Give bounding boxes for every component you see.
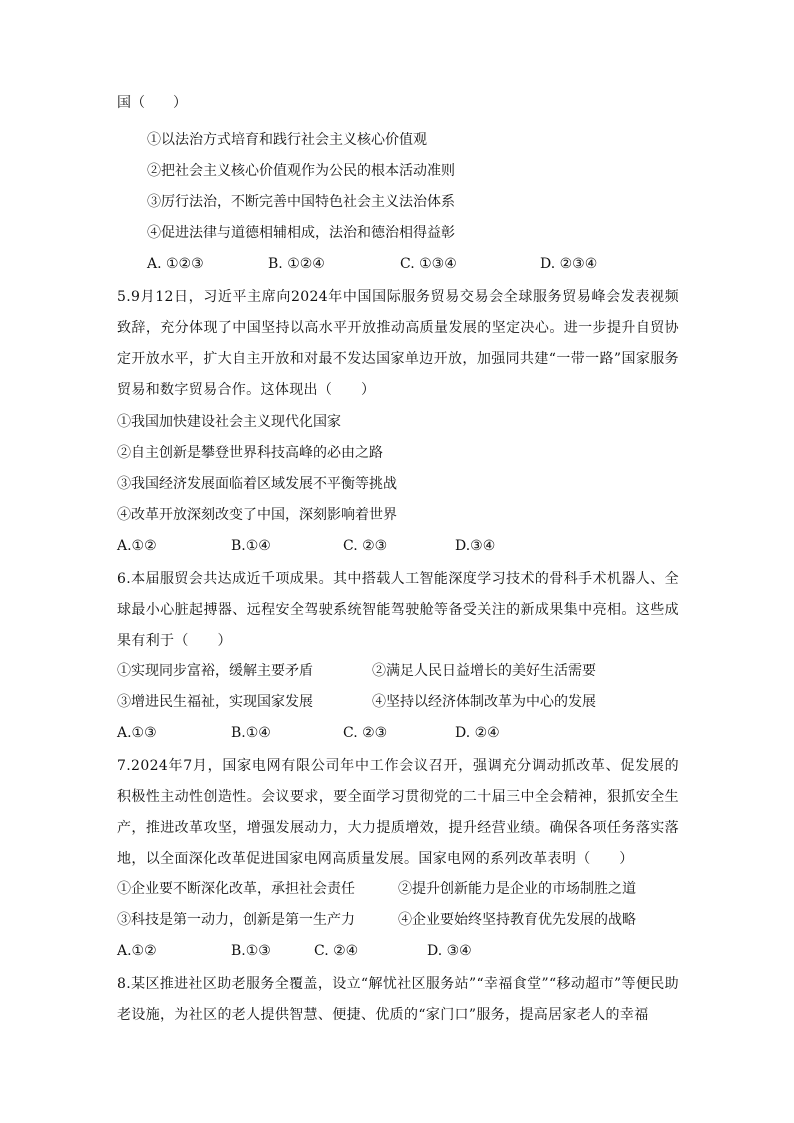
q7-item-1: ①企业要不断深化改革，承担社会责任 [117, 881, 355, 897]
q4-item-1: ①以法治方式培育和践行社会主义核心价值观 [147, 132, 427, 148]
q4-option-c: C. ①③④ [400, 256, 457, 272]
q5-item-1: ①我国加快建设社会主义现代化国家 [117, 414, 341, 430]
q6-options [0, 723, 794, 743]
q7-option-b: B.①③ [231, 943, 271, 959]
q5-item-2: ②自主创新是攀登世界科技高峰的必由之路 [117, 445, 383, 461]
q4-options [0, 254, 794, 274]
q7-option-c: C. ②④ [314, 943, 359, 959]
q4-option-b: B. ①②④ [268, 256, 325, 272]
q6-item-3: ③增进民生福祉，实现国家发展 [117, 694, 313, 710]
q5-options [0, 536, 794, 556]
q6-option-d: D. ②④ [455, 725, 500, 741]
q5-option-b: B.①④ [231, 538, 271, 554]
q6-item-2: ②满足人民日益增长的美好生活需要 [372, 663, 596, 679]
q6-item-4: ④坚持以经济体制改革为中心的发展 [372, 694, 596, 710]
q4-stem-tail: 国（ ） [117, 95, 187, 111]
q6-stem: 6.本届服贸会共达成近千项成果。其中搭载人工智能深度学习技术的骨科手术机器人、全球最小心脏起搏器、远程安全驾驶系统智能驾驶舱等备受关注的新成果集中亮相。这些成果有利于（ ） [117, 571, 679, 649]
q8-stem: 8.某区推进社区助老服务全覆盖，设立“解忧社区服务站”“幸福食堂”“移动超市”等便民助老设施，为社区的老人提供智慧、便捷、优质的“家门口”服务，提高居家老人的幸福 [117, 976, 679, 1023]
q6-option-b: B.①④ [231, 725, 271, 741]
q4-item-4: ④促进法律与道德相辅相成，法治和德治相得益彰 [147, 225, 455, 241]
q5-option-d: D.③④ [455, 538, 496, 554]
q4-option-a: A. ①②③ [147, 256, 204, 272]
q5-stem: 5.9月12日，习近平主席向2024年中国国际服务贸易交易会全球服务贸易峰会发表视频致辞，充分体现了中国坚持以高水平开放推动高质量发展的坚定决心。进一步提升自贸协定开放水平，扩大自主开放和对最不发达国家单边开放，加强同共建“一带一路”国家服务贸易和数字贸易合作。这体现出（ ） [117, 289, 679, 398]
q5-option-a: A.①② [117, 538, 157, 554]
q6-option-a: A.①③ [117, 725, 157, 741]
q4-option-d: D. ②③④ [540, 256, 598, 272]
q7-item-2: ②提升创新能力是企业的市场制胜之道 [398, 881, 636, 897]
q5-item-3: ③我国经济发展面临着区域发展不平衡等挑战 [117, 476, 397, 492]
q7-item-4: ④企业要始终坚持教育优先发展的战略 [398, 912, 636, 928]
q4-item-3: ③厉行法治，不断完善中国特色社会主义法治体系 [147, 194, 455, 210]
q7-option-a: A.①② [117, 943, 157, 959]
q6-item-1: ①实现同步富裕，缓解主要矛盾 [117, 663, 313, 679]
q5-option-c: C. ②③ [343, 538, 388, 554]
q7-option-d: D. ③④ [427, 943, 472, 959]
q7-item-3: ③科技是第一动力，创新是第一生产力 [117, 912, 355, 928]
q7-options [0, 941, 794, 961]
q5-item-4: ④改革开放深刻改变了中国，深刻影响着世界 [117, 507, 397, 523]
q7-stem: 7.2024年7月，国家电网有限公司年中工作会议召开，强调充分调动抓改革、促发展的积极性主动性创造性。会议要求，要全面学习贯彻党的二十届三中全会精神，狠抓安全生产，推进改革攻坚，增强发展动力，大力提质增效，提升经营业绩。确保各项任务落实落地，以全面深化改革促进国家电网高质量发展。国家电网的系列改革表明（ ） [117, 758, 679, 867]
q4-item-2: ②把社会主义核心价值观作为公民的根本活动准则 [147, 163, 455, 179]
q6-option-c: C. ②③ [343, 725, 388, 741]
